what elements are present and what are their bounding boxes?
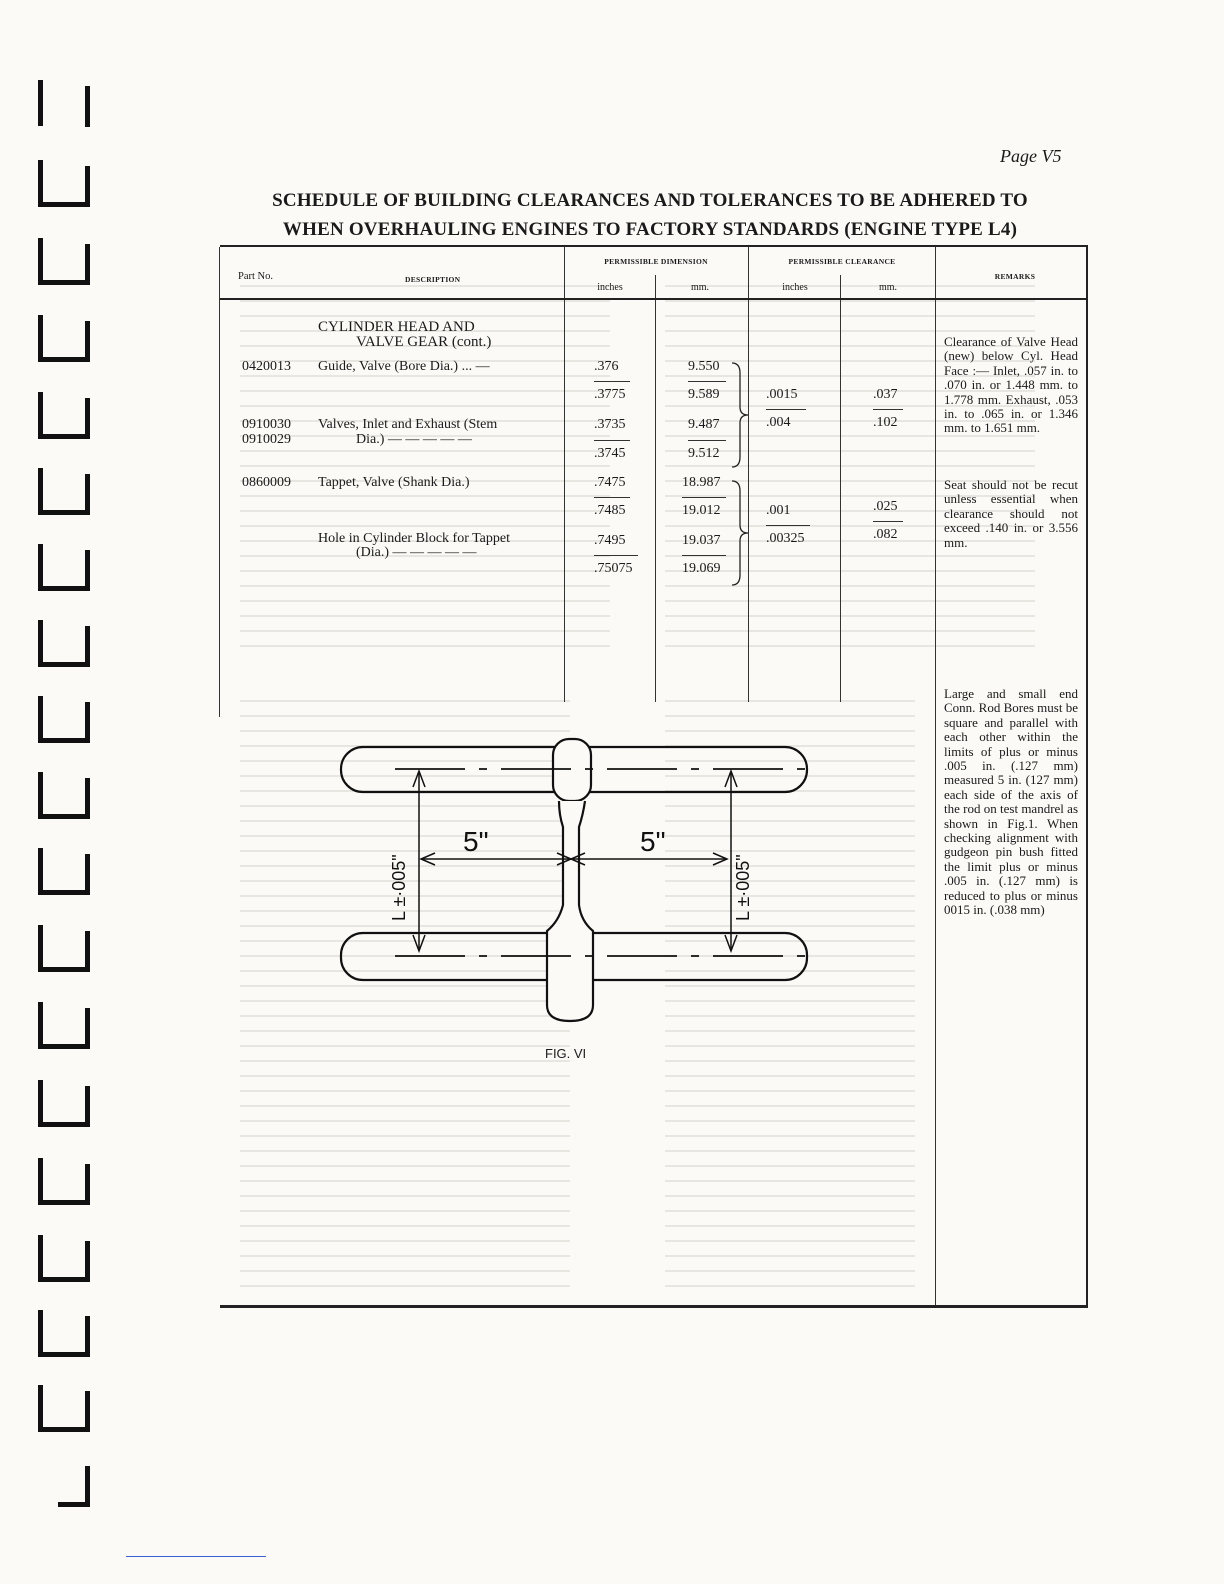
clearance-inches: .0015: [766, 387, 798, 402]
value-rule: [594, 555, 638, 556]
clearance-inches: .00325: [766, 531, 805, 546]
header-dim-inches: inches: [597, 282, 623, 293]
column-rule: [840, 275, 841, 702]
binding-ring: [38, 1460, 90, 1510]
bracket: [730, 479, 754, 587]
spiral-binding: [30, 70, 110, 1560]
figure-caption: FIG. VI: [545, 1046, 587, 1061]
bracket: [730, 361, 754, 469]
value-rule: [594, 497, 630, 498]
clearance-mm: .025: [873, 499, 898, 514]
binding-ring: [38, 544, 90, 594]
clearance-mm: .037: [873, 387, 898, 402]
value-rule: [688, 440, 726, 441]
dim-mm: 9.487: [688, 417, 720, 432]
header-perm-clearance: PERMISSIBLE CLEARANCE: [788, 257, 896, 266]
clearance-inches: .004: [766, 415, 791, 430]
dim-inches: .7475: [594, 475, 626, 490]
small-end-eye: [553, 739, 591, 801]
dim-mm: 9.589: [688, 387, 720, 402]
dim-mm: 19.069: [682, 561, 721, 576]
column-rule: [655, 275, 656, 702]
binding-ring: [38, 1310, 90, 1360]
dim-inches: .7495: [594, 533, 626, 548]
remark-conn-rod: Large and small end Conn. Rod Bores must be square and parallel with each other within the limits of plus or minus .005 in. (.127 mm) measured 5 in. (127 mm) each side of the axis of the rod on test mandrel as shown in Fig.1. When checking alignment with gudgeon pin bush fitted the limit plus or minus .005 in. (.127 mm) is reduced to plus or minus 0015 in. (.038 mm): [944, 686, 1078, 918]
clearance-mm: .102: [873, 415, 898, 430]
part-description: Tappet, Valve (Shank Dia.): [318, 475, 470, 490]
part-number: 0910030: [242, 417, 291, 432]
dim-inches: .7485: [594, 503, 626, 518]
column-rule: [748, 247, 749, 702]
dim-inches: .75075: [594, 561, 633, 576]
footer-rule: [126, 1556, 266, 1557]
dim-inches: .3745: [594, 446, 626, 461]
dim-left-label: 5": [463, 826, 489, 857]
binding-ring: [38, 468, 90, 518]
binding-ring: [38, 1235, 90, 1285]
binding-ring: [38, 696, 90, 746]
dim-inches: .3735: [594, 417, 626, 432]
section-title: VALVE GEAR (cont.): [356, 334, 492, 350]
page-number: Page V5: [1000, 146, 1062, 166]
rod-shank: [547, 801, 593, 1021]
title-line: SCHEDULE OF BUILDING CLEARANCES AND TOLERANCES TO BE ADHERED TO: [272, 190, 1028, 211]
dim-mm: 19.037: [682, 533, 721, 548]
binding-ring: [38, 848, 90, 898]
column-rule: [564, 247, 565, 702]
section-title: CYLINDER HEAD AND: [318, 319, 475, 335]
part-number: 0910029: [242, 432, 291, 447]
value-rule: [873, 409, 903, 410]
header-clr-mm: mm.: [878, 282, 898, 293]
binding-ring: [38, 1385, 90, 1435]
dim-mm: 9.550: [688, 359, 720, 374]
part-description: Dia.) — — — — —: [356, 432, 472, 447]
dim-mm: 9.512: [688, 446, 720, 461]
value-rule: [594, 440, 630, 441]
value-rule: [594, 381, 630, 382]
value-rule: [682, 497, 726, 498]
part-description: (Dia.) — — — — —: [356, 545, 477, 560]
binding-ring: [38, 160, 90, 210]
header-dim-mm: mm.: [690, 282, 710, 293]
header-perm-dimension: PERMISSIBLE DIMENSION: [604, 257, 708, 266]
header-rule: [220, 298, 1086, 300]
value-rule: [766, 409, 806, 410]
header-description: DESCRIPTION: [405, 275, 461, 284]
remark-valve-head: Clearance of Valve Head (new) below Cyl. Head Face :— Inlet, .057 in. to .070 in. or 1.448 mm. to 1.778 mm. Exhaust, .053 in. to .065 in. or 1.346 mm. to 1.651 mm.: [944, 334, 1078, 436]
header-clr-inches: inches: [782, 282, 808, 293]
binding-ring: [38, 925, 90, 975]
binding-ring: [38, 238, 90, 288]
value-rule: [873, 521, 903, 522]
title-line: WHEN OVERHAULING ENGINES TO FACTORY STANDARDS (ENGINE TYPE L4): [282, 219, 1018, 240]
clearance-inches: .001: [766, 503, 791, 518]
dim-inches: .376: [594, 359, 619, 374]
binding-ring: [38, 80, 90, 130]
tol-left-label: L ±·005": [389, 854, 409, 921]
value-rule: [688, 381, 726, 382]
remark-seat: Seat should not be recut unless essential when clearance should not exceed .140 in. or 3.556 mm.: [944, 477, 1078, 550]
part-description: Guide, Valve (Bore Dia.) ... —: [318, 359, 490, 374]
part-description: Hole in Cylinder Block for Tappet: [318, 531, 511, 546]
dim-right-label: 5": [640, 826, 666, 857]
clearance-mm: .082: [873, 527, 898, 542]
binding-ring: [38, 1158, 90, 1208]
column-rule: [935, 247, 936, 1305]
binding-ring: [38, 392, 90, 442]
conn-rod-figure: [335, 735, 815, 1040]
header-remarks: REMARKS: [994, 272, 1036, 281]
dim-mm: 18.987: [682, 475, 721, 490]
page-title: [220, 186, 1080, 244]
part-number: 0860009: [242, 475, 291, 490]
part-number: 0420013: [242, 359, 291, 374]
binding-ring: [38, 620, 90, 670]
binding-ring: [38, 1080, 90, 1130]
dim-inches: .3775: [594, 387, 626, 402]
table-left-rule: [219, 247, 220, 717]
header-part-no: Part No.: [238, 271, 273, 282]
binding-ring: [38, 315, 90, 365]
value-rule: [766, 525, 810, 526]
part-description: Valves, Inlet and Exhaust (Stem: [318, 417, 498, 432]
tol-right-label: L ±·005": [733, 854, 753, 921]
value-rule: [682, 555, 726, 556]
dim-mm: 19.012: [682, 503, 721, 518]
binding-ring: [38, 1002, 90, 1052]
binding-ring: [38, 772, 90, 822]
